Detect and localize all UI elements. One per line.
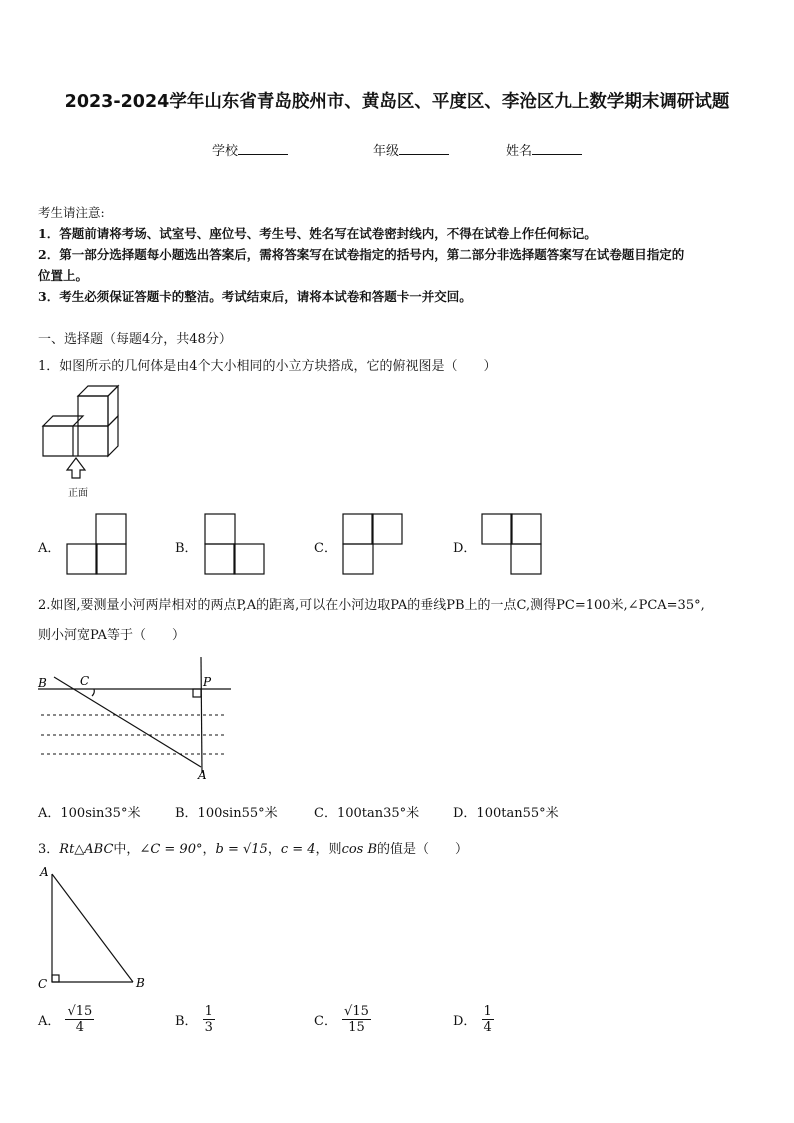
q1-option-a-label: A． (38, 541, 61, 556)
q2-river-figure (36, 655, 236, 785)
q3-stem-prefix: 3． (38, 842, 60, 857)
q3-option-b-fraction (203, 1004, 215, 1035)
q3-option-c[interactable] (314, 1004, 371, 1035)
q2-option-d[interactable]: D．100tan55°米 (453, 806, 559, 821)
grade-field (373, 140, 449, 159)
notice-item-1: 1．答题前请将考场、试室号、座位号、考生号、姓名写在试卷密封线内，不得在试卷上作任何标记。 (38, 226, 597, 241)
q3-option-c-fraction (342, 1004, 371, 1035)
grade-blank[interactable] (399, 142, 449, 155)
q1-option-b-label: B． (175, 541, 198, 556)
q3-stem-text-1: 中， (113, 842, 140, 857)
q3-stem-text-4: ，则 (315, 842, 342, 857)
q3-stem-cos: cos B (341, 842, 378, 857)
school-blank[interactable] (238, 142, 288, 155)
q1-option-b-figure[interactable] (204, 513, 266, 575)
q3-option-a[interactable] (38, 1004, 94, 1035)
q2-stem-line1: 2.如图,要测量小河两岸相对的两点P,A的距离,可以在小河边取PA的垂线PB上的一点C,测得PC=100米,∠PCA=35°, (38, 598, 705, 613)
q1-option-d-label: D． (453, 541, 477, 556)
notice-item-2-cont: 位置上。 (38, 268, 89, 283)
q3-label-b: B (136, 976, 145, 990)
q3-option-b[interactable] (175, 1004, 215, 1035)
notice-heading: 考生请注意: (38, 205, 105, 220)
q2-option-b[interactable]: B．100sin55°米 (175, 806, 278, 821)
q1-option-d-figure[interactable] (481, 513, 543, 575)
q3-option-a-fraction (65, 1004, 94, 1035)
notice-item-3: 3．考生必须保证答题卡的整洁。考试结束后，请将本试卷和答题卡一并交回。 (38, 289, 472, 304)
q3-label-c: C (38, 977, 48, 991)
q1-stem: 1．如图所示的几何体是由4个大小相同的小立方块搭成，它的俯视图是（ ） (38, 359, 497, 374)
q3-option-c-num: √15 (344, 1004, 369, 1019)
q2-label-b: B (38, 676, 47, 690)
q1-front-label: 正面 (68, 488, 88, 499)
q2-option-c[interactable]: C．100tan35°米 (314, 806, 420, 821)
q1-option-c-figure[interactable] (342, 513, 404, 575)
exam-title: 2023-2024学年山东省青岛胶州市、黄岛区、平度区、李沧区九上数学期末调研试题 (64, 92, 730, 112)
name-field (506, 140, 582, 159)
q3-stem-text-3: ， (267, 842, 281, 857)
q3-option-a-den: 4 (75, 1020, 85, 1035)
q2-label-p: P (203, 675, 212, 689)
q3-option-c-letter: C． (314, 1014, 337, 1029)
q3-triangle-figure (36, 862, 156, 992)
q1-option-a-figure[interactable] (66, 513, 128, 575)
school-field (212, 140, 288, 159)
q3-option-b-letter: B． (175, 1014, 198, 1029)
q2-label-c: C (80, 674, 90, 688)
q3-option-d-num: 1 (483, 1004, 492, 1019)
q3-stem-triangle: Rt△ABC (59, 842, 114, 857)
q2-stem-line2: 则小河宽PA等于（ ） (38, 628, 185, 643)
grade-label: 年级 (373, 144, 400, 159)
section-heading: 一、选择题（每题4分，共48分） (38, 332, 232, 347)
q3-stem-b-value: b = √15 (215, 842, 268, 857)
q3-option-b-num: 1 (204, 1004, 213, 1019)
q3-option-a-num: √15 (67, 1004, 93, 1019)
name-label: 姓名 (506, 144, 533, 159)
q3-option-c-den: 15 (348, 1020, 365, 1035)
q1-solid-figure (38, 380, 128, 500)
q3-option-d-fraction (482, 1004, 494, 1035)
school-label: 学校 (212, 144, 239, 159)
q3-stem-c-value: c = 4 (280, 842, 316, 857)
q3-stem-angle: ∠C = 90° (139, 842, 203, 857)
q3-label-a: A (40, 865, 49, 879)
q3-stem-text-2: ， (202, 842, 216, 857)
q3-option-a-letter: A． (38, 1014, 61, 1029)
q3-option-d-den: 4 (483, 1020, 492, 1035)
q3-stem (38, 838, 468, 857)
notice-item-2: 2．第一部分选择题每小题选出答案后，需将答案写在试卷指定的括号内，第二部分非选择题答案写在试卷题目指定的 (38, 247, 685, 262)
q2-label-a: A (198, 768, 207, 782)
q1-option-c-label: C． (314, 541, 337, 556)
name-blank[interactable] (532, 142, 582, 155)
q3-option-d-letter: D． (453, 1014, 477, 1029)
q2-option-a[interactable]: A．100sin35°米 (38, 806, 141, 821)
q3-stem-text-5: 的值是（ ） (377, 842, 469, 857)
q3-option-d[interactable] (453, 1004, 494, 1035)
q3-option-b-den: 3 (204, 1020, 213, 1035)
